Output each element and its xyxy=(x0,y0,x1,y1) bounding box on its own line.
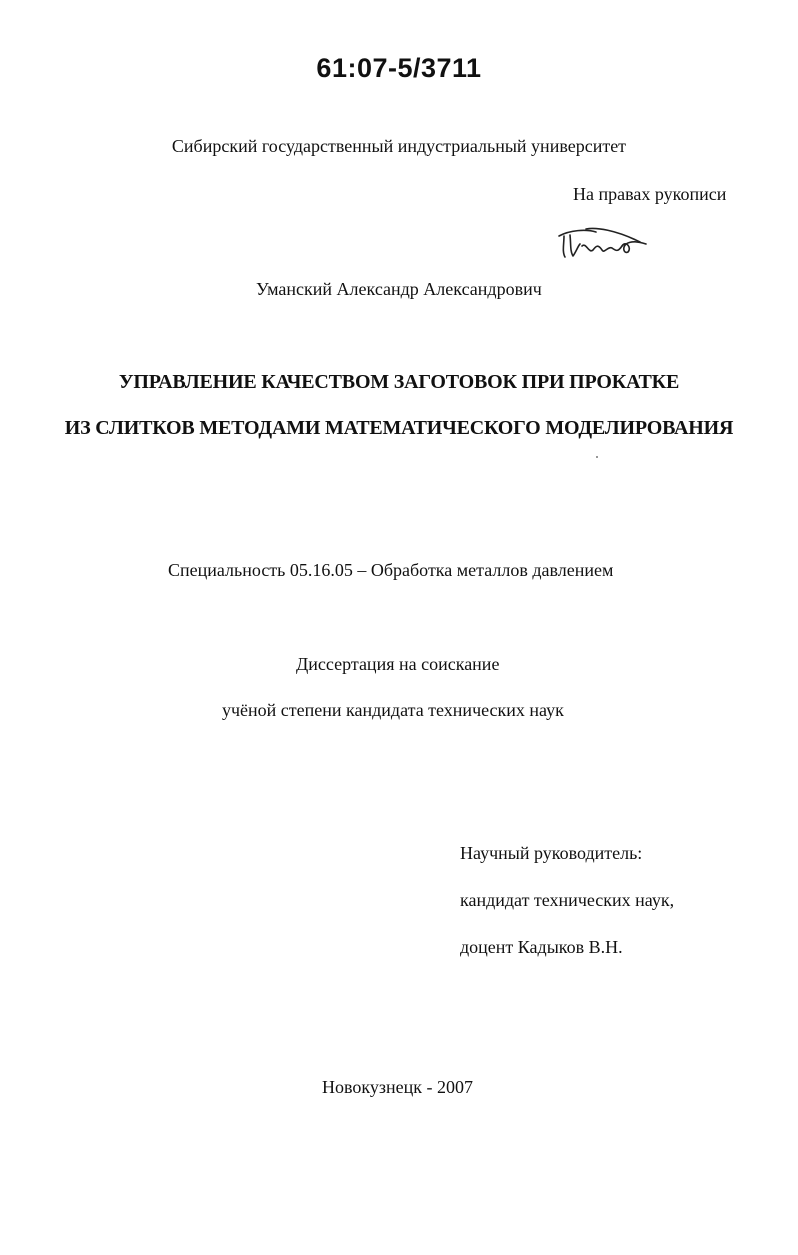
supervisor-name: доцент Кадыков В.Н. xyxy=(460,937,623,957)
university-name: Сибирский государственный индустриальный университет xyxy=(171,136,627,156)
thesis-title-line-1: УПРАВЛЕНИЕ КАЧЕСТВОМ ЗАГОТОВОК ПРИ ПРОКАТКЕ xyxy=(118,371,680,393)
thesis-title-line-2: ИЗ СЛИТКОВ МЕТОДАМИ МАТЕМАТИЧЕСКОГО МОДЕЛИРОВАНИЯ xyxy=(64,417,734,439)
supervisor-degree: кандидат технических наук, xyxy=(460,890,675,910)
degree-line-2: учёной степени кандидата технических наук xyxy=(222,700,564,720)
specialty: Специальность 05.16.05 – Обработка металлов давлением xyxy=(168,560,614,580)
registration-code: 61:07-5/3711 xyxy=(316,53,482,83)
scan-speck xyxy=(596,456,598,458)
supervisor-label: Научный руководитель: xyxy=(460,843,643,863)
manuscript-note: На правах рукописи xyxy=(573,184,727,204)
author-signature xyxy=(556,224,648,264)
place-and-year: Новокузнецк - 2007 xyxy=(322,1077,473,1097)
degree-line-1: Диссертация на соискание xyxy=(296,654,500,674)
author-name: Уманский Александр Александрович xyxy=(256,279,542,299)
